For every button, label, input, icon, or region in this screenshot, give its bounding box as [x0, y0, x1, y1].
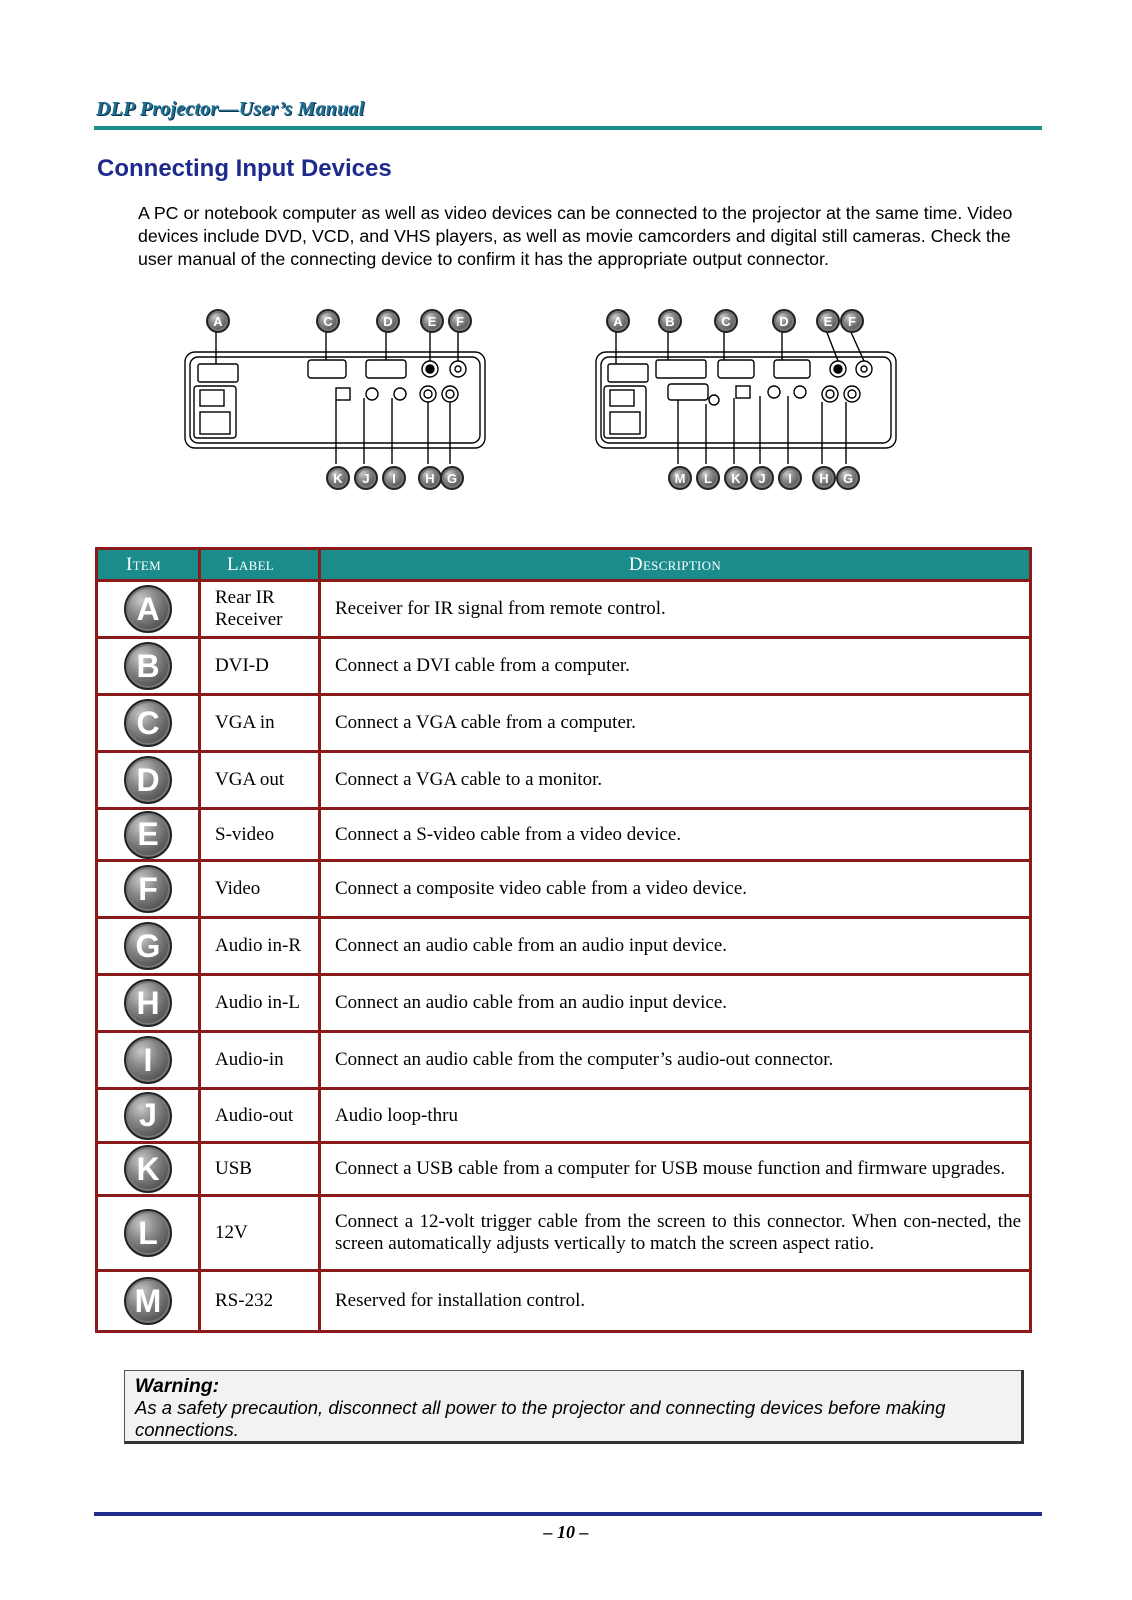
- description-cell: Connect a USB cable from a computer for USB mouse function and firmware upgrades.: [320, 1143, 1031, 1196]
- marker-e-icon: E: [420, 309, 444, 333]
- label-cell: DVI-D: [200, 638, 320, 695]
- item-letter-icon: C: [124, 699, 172, 747]
- marker-c-icon: C: [714, 309, 738, 333]
- table-row: [97, 1196, 1031, 1271]
- description-cell: Connect a S-video cable from a video device.: [320, 809, 1031, 861]
- marker-e-icon: E: [816, 309, 840, 333]
- intro-paragraph: A PC or notebook computer as well as video devices can be connected to the projector at the same time. Video devices include DVD, VCD, and VHS players, as well as movie camcorders and digital still cameras. Check the user manual of the connecting device to confirm it has the appropriate output connector.: [138, 203, 1013, 269]
- item-letter-icon: A: [124, 585, 172, 633]
- description-cell: Connect a VGA cable to a monitor.: [320, 752, 1031, 809]
- header-title: DLP Projector—User’s Manual: [96, 98, 365, 120]
- item-cell: [97, 1196, 200, 1271]
- item-letter-icon: M: [124, 1277, 172, 1325]
- label-cell: Audio in-R: [200, 918, 320, 975]
- item-cell: [97, 861, 200, 918]
- marker-i-icon: I: [778, 466, 802, 490]
- description-cell: Receiver for IR signal from remote control.: [320, 581, 1031, 638]
- item-cell: [97, 695, 200, 752]
- marker-k-icon: K: [326, 466, 350, 490]
- item-letter-icon: L: [124, 1209, 172, 1257]
- footer-rule: [94, 1512, 1042, 1516]
- item-letter-icon: K: [124, 1145, 172, 1193]
- section-title: Connecting Input Devices: [97, 155, 392, 182]
- marker-a-icon: A: [206, 309, 230, 333]
- marker-g-icon: G: [440, 466, 464, 490]
- connector-table: [95, 547, 1032, 1333]
- description-cell: Connect an audio cable from an audio input device.: [320, 975, 1031, 1032]
- item-letter-icon: I: [124, 1036, 172, 1084]
- marker-a-icon: A: [606, 309, 630, 333]
- description-cell: Reserved for installation control.: [320, 1271, 1031, 1332]
- description-cell: Connect a DVI cable from a computer.: [320, 638, 1031, 695]
- description-cell: Audio loop-thru: [320, 1089, 1031, 1143]
- table-row: [97, 1271, 1031, 1332]
- description-cell: Connect a VGA cable from a computer.: [320, 695, 1031, 752]
- warning-text: As a safety precaution, disconnect all power to the projector and connecting devices before making connections.: [135, 1397, 946, 1440]
- table-row: [97, 752, 1031, 809]
- table-row: [97, 1032, 1031, 1089]
- label-cell: VGA out: [200, 752, 320, 809]
- label-cell: S-video: [200, 809, 320, 861]
- label-cell: RS-232: [200, 1271, 320, 1332]
- header-description: Description: [320, 549, 1031, 581]
- marker-f-icon: F: [840, 309, 864, 333]
- label-cell: USB: [200, 1143, 320, 1196]
- warning-box: [124, 1370, 1024, 1444]
- marker-l-icon: L: [696, 466, 720, 490]
- item-cell: [97, 918, 200, 975]
- marker-c-icon: C: [316, 309, 340, 333]
- label-cell: 12V: [200, 1196, 320, 1271]
- item-cell: [97, 752, 200, 809]
- table-header-row: [97, 549, 1031, 581]
- marker-j-icon: J: [750, 466, 774, 490]
- item-cell: [97, 975, 200, 1032]
- item-cell: [97, 1032, 200, 1089]
- item-cell: [97, 1143, 200, 1196]
- item-cell: [97, 581, 200, 638]
- marker-h-icon: H: [812, 466, 836, 490]
- rear-panel-diagram-right: [586, 312, 906, 498]
- marker-g-icon: G: [836, 466, 860, 490]
- item-letter-icon: B: [124, 642, 172, 690]
- table-row: [97, 918, 1031, 975]
- item-letter-icon: J: [124, 1092, 172, 1140]
- header-label: Label: [200, 549, 320, 581]
- item-cell: [97, 638, 200, 695]
- table-row: [97, 809, 1031, 861]
- header-item: Item: [97, 549, 200, 581]
- label-cell: VGA in: [200, 695, 320, 752]
- marker-i-icon: I: [382, 466, 406, 490]
- marker-b-icon: B: [658, 309, 682, 333]
- item-letter-icon: G: [124, 922, 172, 970]
- description-cell: Connect an audio cable from an audio input device.: [320, 918, 1031, 975]
- description-cell: Connect a composite video cable from a video device.: [320, 861, 1031, 918]
- item-letter-icon: H: [124, 979, 172, 1027]
- description-cell: Connect an audio cable from the computer’s audio-out connector.: [320, 1032, 1031, 1089]
- label-cell: Audio-out: [200, 1089, 320, 1143]
- table-row: [97, 1143, 1031, 1196]
- label-cell: Video: [200, 861, 320, 918]
- table-row: [97, 638, 1031, 695]
- label-cell: Audio-in: [200, 1032, 320, 1089]
- table-row: [97, 1089, 1031, 1143]
- item-cell: [97, 1089, 200, 1143]
- label-cell: Rear IR Receiver: [200, 581, 320, 638]
- marker-j-icon: J: [354, 466, 378, 490]
- table-row: [97, 861, 1031, 918]
- item-cell: [97, 809, 200, 861]
- item-letter-icon: E: [124, 811, 172, 859]
- description-cell: Connect a 12-volt trigger cable from the screen to this connector. When con-nected, the screen automatically adjusts vertically to match the screen aspect ratio.: [320, 1196, 1031, 1271]
- marker-k-icon: K: [724, 466, 748, 490]
- marker-h-icon: H: [418, 466, 442, 490]
- table-row: [97, 975, 1031, 1032]
- page-number: – 10 –: [543, 1522, 589, 1542]
- table-row: [97, 581, 1031, 638]
- warning-title: Warning:: [135, 1375, 220, 1397]
- header-rule: [94, 126, 1042, 130]
- label-cell: Audio in-L: [200, 975, 320, 1032]
- item-cell: [97, 1271, 200, 1332]
- item-letter-icon: D: [124, 756, 172, 804]
- marker-f-icon: F: [448, 309, 472, 333]
- item-letter-icon: F: [124, 865, 172, 913]
- marker-m-icon: M: [668, 466, 692, 490]
- marker-d-icon: D: [772, 309, 796, 333]
- table-row: [97, 695, 1031, 752]
- marker-d-icon: D: [376, 309, 400, 333]
